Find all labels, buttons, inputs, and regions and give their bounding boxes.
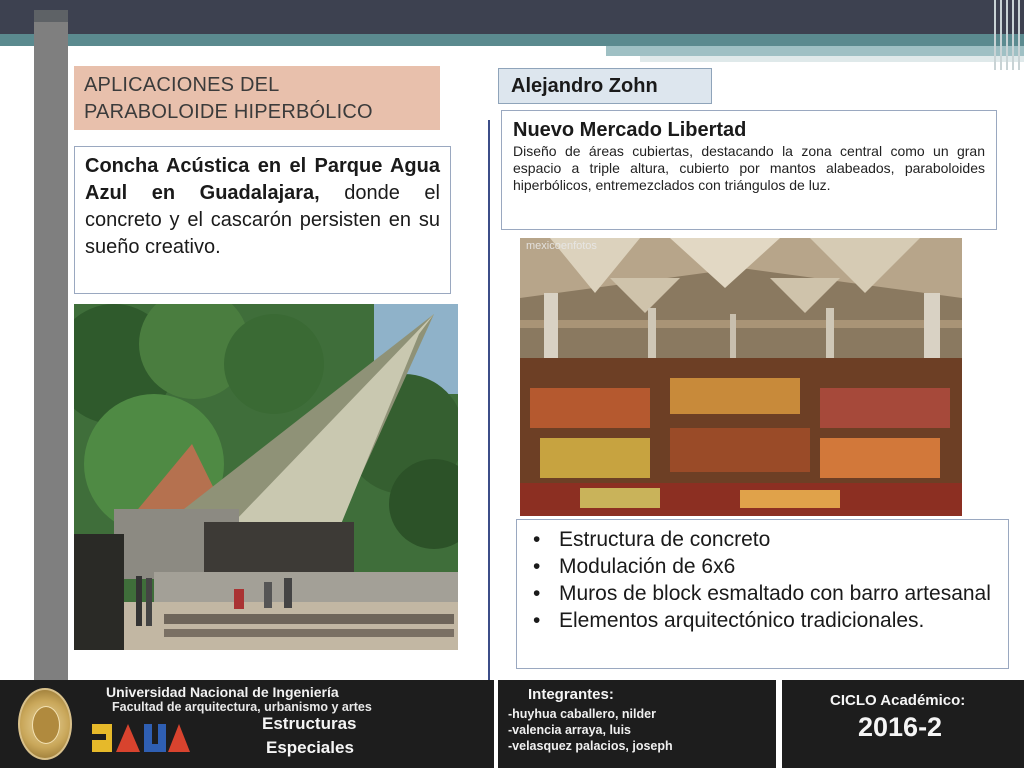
features-list: [527, 526, 998, 634]
footer-members-panel: [498, 680, 776, 768]
university-seal-icon: [18, 688, 72, 760]
member-item: -velasquez palacios, joseph: [508, 739, 673, 753]
concha-text: donde el concreto y el cascarón persisten en su sueño creativo.: [85, 182, 440, 258]
mercado-title: Nuevo Mercado Libertad: [513, 119, 747, 141]
footer: [0, 680, 1024, 768]
feature-text: Muros de block esmaltado con barro artesanal: [559, 582, 991, 605]
member-item: -huyhua caballero, nilder: [508, 707, 656, 721]
members-list: [508, 706, 673, 754]
photo-watermark: mexicoenfotos: [526, 240, 597, 252]
bullet-icon: •: [533, 609, 541, 632]
left-accent-bar: [34, 10, 68, 680]
vertical-divider: [488, 120, 490, 680]
author-label: Alejandro Zohn: [498, 68, 712, 104]
course-name-line1: Estructuras: [262, 714, 357, 733]
list-item: [527, 526, 998, 553]
bullet-icon: •: [533, 555, 541, 578]
course-name-line2: Especiales: [266, 738, 354, 757]
concha-description: [74, 146, 451, 294]
mercado-description-box: [501, 110, 997, 230]
header-stripes: [994, 0, 1020, 70]
header-accent-band-light: [606, 46, 1024, 56]
faculty-name: Facultad de arquitectura, urbanismo y artes: [112, 700, 372, 714]
concha-title: Concha Acústica en el Parque Agua Azul en Guadalajara,: [85, 155, 440, 204]
slide-title-line1: APLICACIONES DEL: [84, 74, 280, 96]
feature-text: Elementos arquitectónico tradicionales.: [559, 609, 925, 632]
mercado-libertad-photo: [520, 238, 962, 516]
slide-title-line2: PARABOLOIDE HIPERBÓLICO: [84, 101, 373, 123]
mercado-features: [516, 519, 1009, 669]
list-item: [527, 607, 998, 634]
mercado-description: Diseño de áreas cubiertas, destacando la zona central como un gran espacio a triple altura, cubierto por mantos alabeados, paraboloides hiperbólicos, entremezclados con triángulos de luz.: [513, 143, 985, 193]
university-name: Universidad Nacional de Ingeniería: [106, 684, 339, 700]
faua-logo: [92, 724, 190, 752]
list-item: [527, 580, 998, 607]
header-accent-band: [0, 34, 1024, 46]
slide-title: [74, 66, 440, 130]
footer-cycle-panel: [782, 680, 1024, 768]
feature-text: Modulación de 6x6: [559, 555, 736, 578]
members-title: Integrantes:: [528, 686, 614, 703]
cycle-label: CICLO Académico:: [830, 692, 966, 709]
left-accent-cap: [34, 10, 68, 22]
header-bar: [0, 0, 1024, 34]
concha-acustica-photo: [74, 304, 458, 650]
footer-university-panel: [0, 680, 494, 768]
member-item: -valencia arraya, luis: [508, 723, 631, 737]
feature-text: Estructura de concreto: [559, 528, 771, 551]
bullet-icon: •: [533, 528, 541, 551]
bullet-icon: •: [533, 582, 541, 605]
cycle-value: 2016-2: [858, 712, 943, 742]
header-accent-band-pale: [640, 56, 1024, 62]
list-item: [527, 553, 998, 580]
